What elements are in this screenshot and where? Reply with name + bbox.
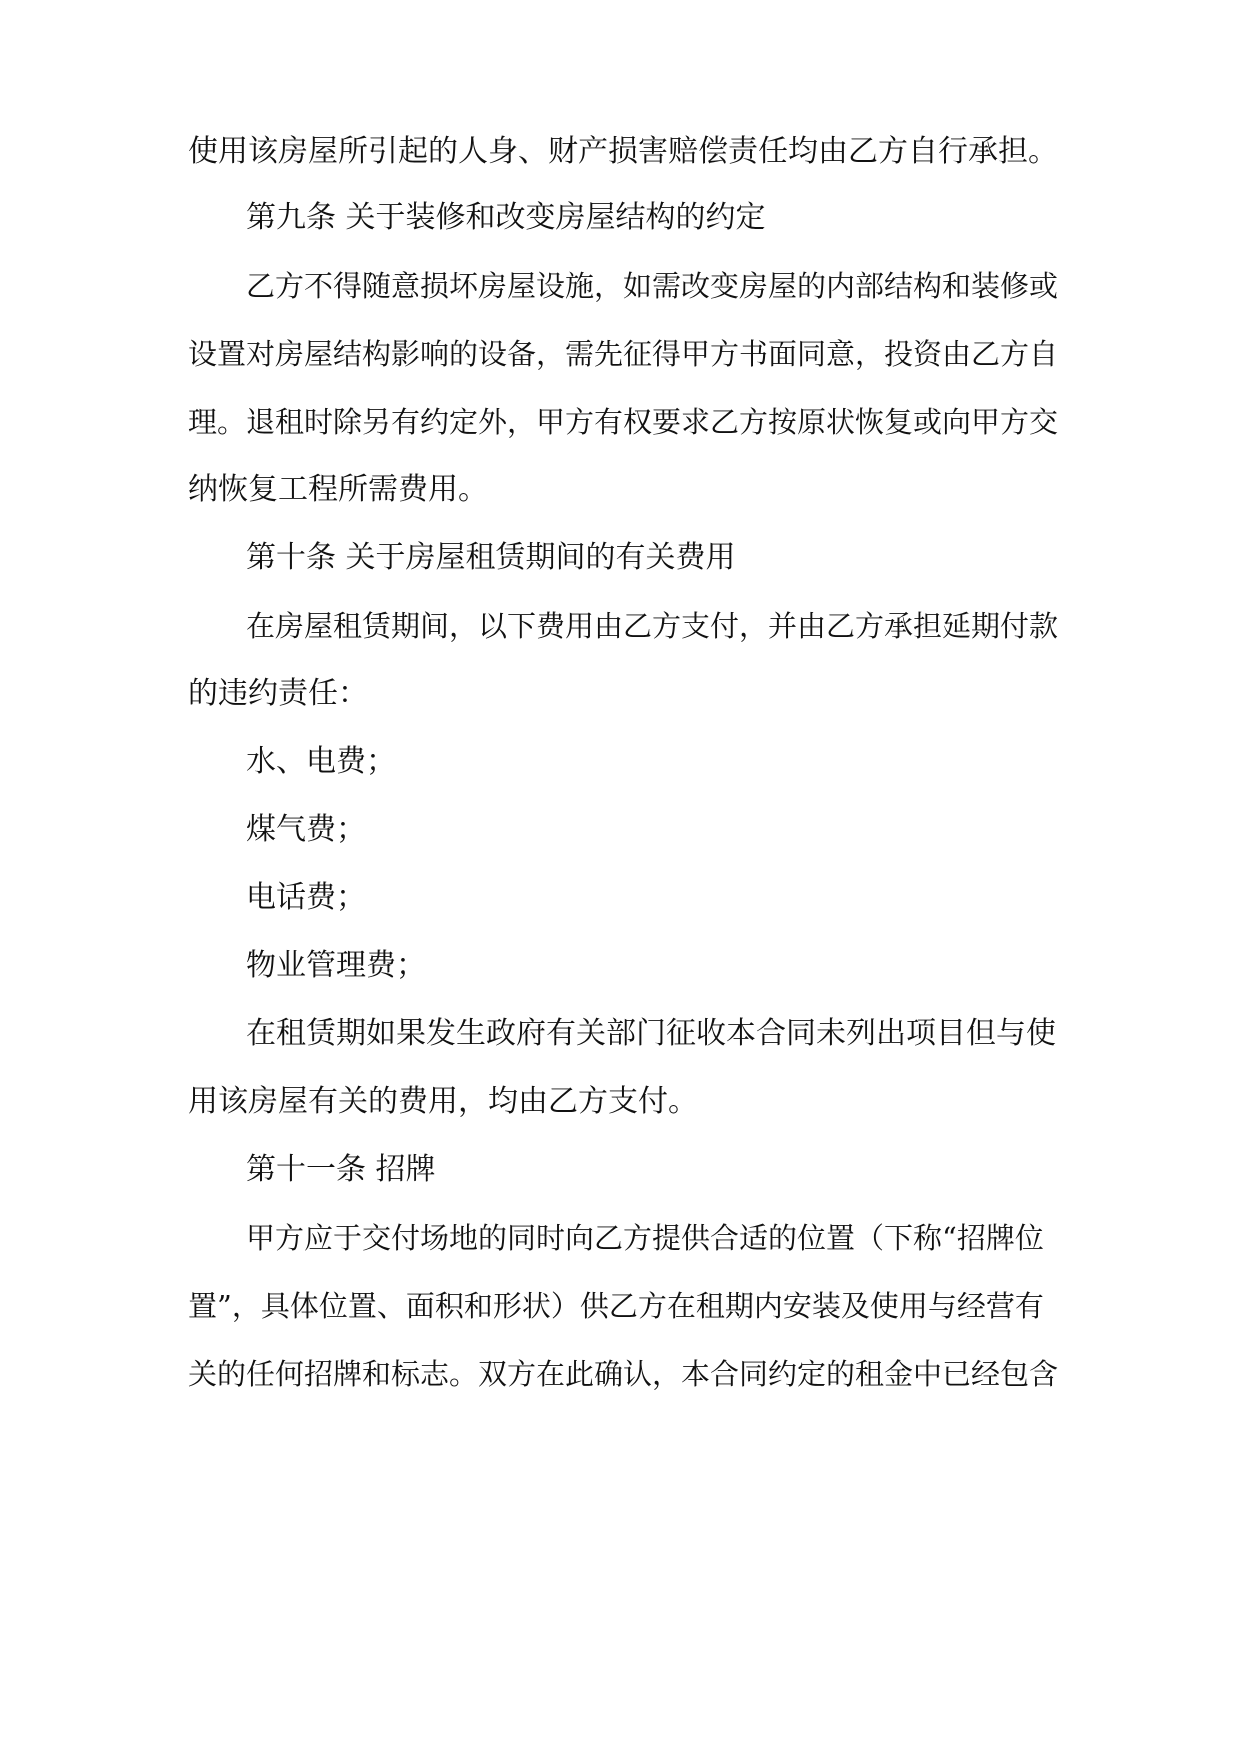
paragraph-line-19: 关的任何招牌和标志。双方在此确认，本合同约定的租金中已经包含 bbox=[188, 1357, 1059, 1391]
paragraph-line-9: 的违约责任： bbox=[188, 676, 368, 711]
fee-item-water-electricity: 水、电费； bbox=[246, 744, 396, 779]
paragraph-line-3: 乙方不得随意损坏房屋设施，如需改变房屋的内部结构和装修或 bbox=[246, 269, 1059, 303]
paragraph-line-1: 使用该房屋所引起的人身、财产损害赔偿责任均由乙方自行承担。 bbox=[188, 134, 1058, 169]
paragraph-line-17: 甲方应于交付场地的同时向乙方提供合适的位置（下称“招牌位 bbox=[246, 1221, 1044, 1255]
paragraph-line-18: 置”，具体位置、面积和形状）供乙方在租期内安装及使用与经营有 bbox=[188, 1289, 1044, 1323]
paragraph-line-5: 理。退租时除另有约定外，甲方有权要求乙方按原状恢复或向甲方交 bbox=[188, 405, 1059, 439]
paragraph-line-4: 设置对房屋结构影响的设备，需先征得甲方书面同意，投资由乙方自 bbox=[188, 337, 1059, 371]
fee-item-telephone: 电话费； bbox=[246, 880, 366, 915]
fee-item-gas: 煤气费； bbox=[246, 812, 366, 847]
paragraph-line-6: 纳恢复工程所需费用。 bbox=[188, 472, 488, 507]
paragraph-line-15: 用该房屋有关的费用，均由乙方支付。 bbox=[188, 1084, 698, 1119]
fee-item-property-management: 物业管理费； bbox=[246, 948, 426, 983]
article-10-heading: 第十条 关于房屋租赁期间的有关费用 bbox=[246, 540, 736, 575]
paragraph-line-14: 在租赁期如果发生政府有关部门征收本合同未列出项目但与使 bbox=[246, 1016, 1056, 1051]
paragraph-line-8: 在房屋租赁期间，以下费用由乙方支付，并由乙方承担延期付款 bbox=[246, 609, 1059, 643]
article-9-heading: 第九条 关于装修和改变房屋结构的约定 bbox=[246, 200, 766, 235]
article-11-heading: 第十一条 招牌 bbox=[246, 1152, 436, 1187]
